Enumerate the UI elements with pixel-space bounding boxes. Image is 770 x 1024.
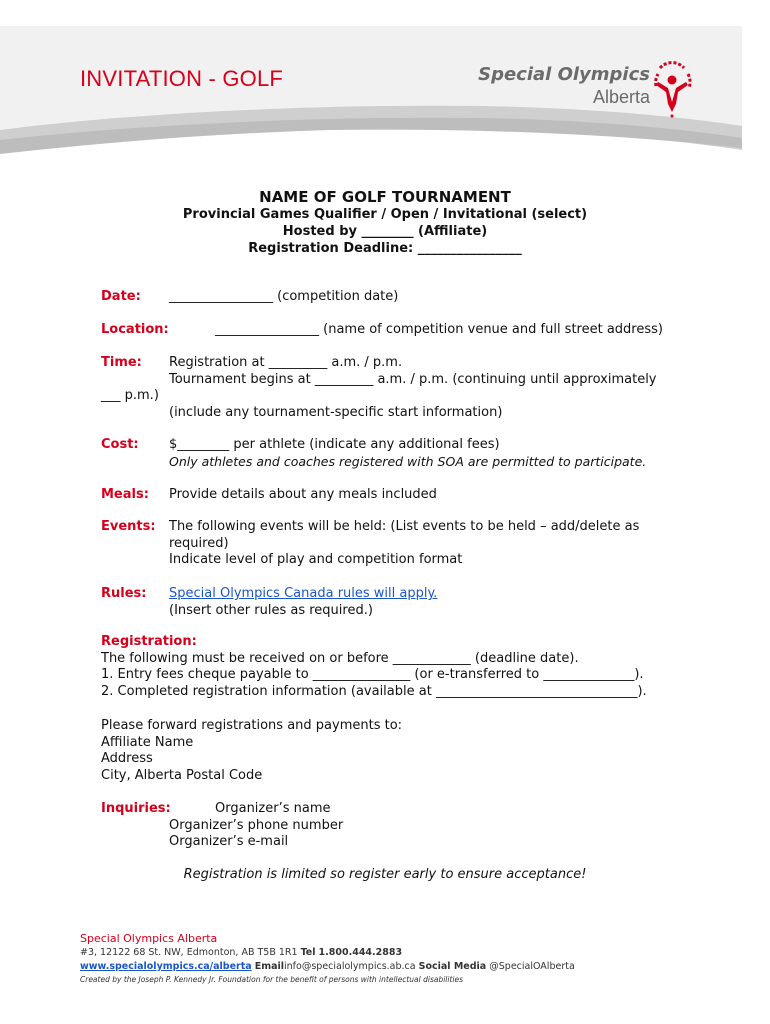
- date-value: ________________ (competition date): [169, 289, 399, 304]
- brand-name: Special Olympics: [478, 64, 650, 85]
- organizer-email: Organizer’s e-mail: [169, 834, 289, 849]
- time-line-3: ___ p.m.): [101, 388, 159, 403]
- time-line-4: (include any tournament-specific start information): [169, 404, 503, 420]
- affiliate-city: City, Alberta Postal Code: [101, 767, 263, 783]
- events-line-2: required): [169, 535, 229, 551]
- footer-tel-label: Tel: [300, 947, 316, 958]
- rules-label: Rules:: [101, 586, 147, 601]
- inquiries-label: Inquiries:: [101, 801, 171, 816]
- rules-link[interactable]: Special Olympics Canada rules will apply.: [169, 586, 438, 601]
- meals-label: Meals:: [101, 487, 149, 502]
- footer-social-label: Social Media: [418, 961, 487, 972]
- tournament-type: Provincial Games Qualifier / Open / Invitational (select): [182, 207, 588, 222]
- document-title: INVITATION - GOLF: [80, 66, 284, 91]
- footer: [80, 932, 700, 986]
- forward-text: Please forward registrations and payments to:: [101, 718, 403, 733]
- registration-deadline: Registration Deadline: ________________: [248, 241, 522, 256]
- registration-item-2: 2. Completed registration information (available at _______________________________).: [101, 683, 647, 699]
- footer-address-line: [80, 946, 700, 960]
- cost-label: Cost:: [101, 437, 139, 452]
- affiliate-address: Address: [101, 751, 153, 766]
- events-line-1: The following events will be held: (List events to be held – add/delete as: [169, 519, 640, 534]
- closing-note: Registration is limited so register early to ensure acceptance!: [183, 867, 587, 882]
- forward-section: [101, 718, 701, 784]
- footer-email: info@specialolympics.ab.ca: [284, 961, 416, 972]
- footer-website-link[interactable]: www.specialolympics.ca/alberta: [80, 961, 252, 972]
- time-label: Time:: [101, 355, 142, 370]
- registration-intro: The following must be received on or before ____________ (deadline date).: [101, 650, 579, 666]
- tournament-name: NAME OF GOLF TOURNAMENT: [259, 188, 511, 206]
- footer-address: #3, 12122 68 St. NW, Edmonton, AB T5B 1R1: [80, 947, 298, 958]
- cost-note: Only athletes and coaches registered with SOA are permitted to participate.: [169, 453, 647, 469]
- registration-heading: Registration:: [101, 634, 197, 649]
- cost-value: $________ per athlete (indicate any additional fees): [169, 437, 500, 452]
- location-label: Location:: [101, 322, 169, 337]
- hosted-by: Hosted by ________ (Affiliate): [282, 224, 488, 239]
- footer-email-label: Email: [254, 961, 285, 972]
- rules-line-1: [169, 586, 709, 603]
- special-olympics-logo-icon: [652, 56, 692, 122]
- footer-credit: Created by the Joseph P. Kennedy Jr. Foundation for the benefit of persons with intellectual disabilities: [80, 975, 464, 984]
- footer-org: Special Olympics Alberta: [80, 932, 218, 945]
- letterhead: [0, 0, 770, 170]
- rules-line-2: (Insert other rules as required.): [169, 602, 373, 618]
- organizer-name: Organizer’s name: [215, 801, 331, 816]
- events-line-3: Indicate level of play and competition format: [169, 552, 463, 567]
- registration-item-1: 1. Entry fees cheque payable to _______________ (or e-transferred to ______________).: [101, 667, 644, 682]
- location-value: ________________ (name of competition venue and full street address): [215, 322, 663, 337]
- footer-contact-line: [80, 960, 700, 974]
- footer-social: @SpecialOAlberta: [489, 961, 575, 972]
- brand-region: Alberta: [592, 87, 650, 107]
- date-label: Date:: [101, 289, 141, 304]
- time-line-1: Registration at _________ a.m. / p.m.: [169, 355, 403, 370]
- footer-tel: 1.800.444.2883: [318, 947, 403, 958]
- brand-wordmark: [440, 64, 650, 108]
- meals-value: Provide details about any meals included: [169, 487, 437, 502]
- time-line-2: Tournament begins at _________ a.m. / p.m. (continuing until approximately: [169, 371, 657, 387]
- organizer-phone: Organizer’s phone number: [169, 817, 344, 833]
- affiliate-name: Affiliate Name: [101, 734, 194, 750]
- registration-section: [101, 634, 701, 700]
- events-label: Events:: [101, 519, 156, 534]
